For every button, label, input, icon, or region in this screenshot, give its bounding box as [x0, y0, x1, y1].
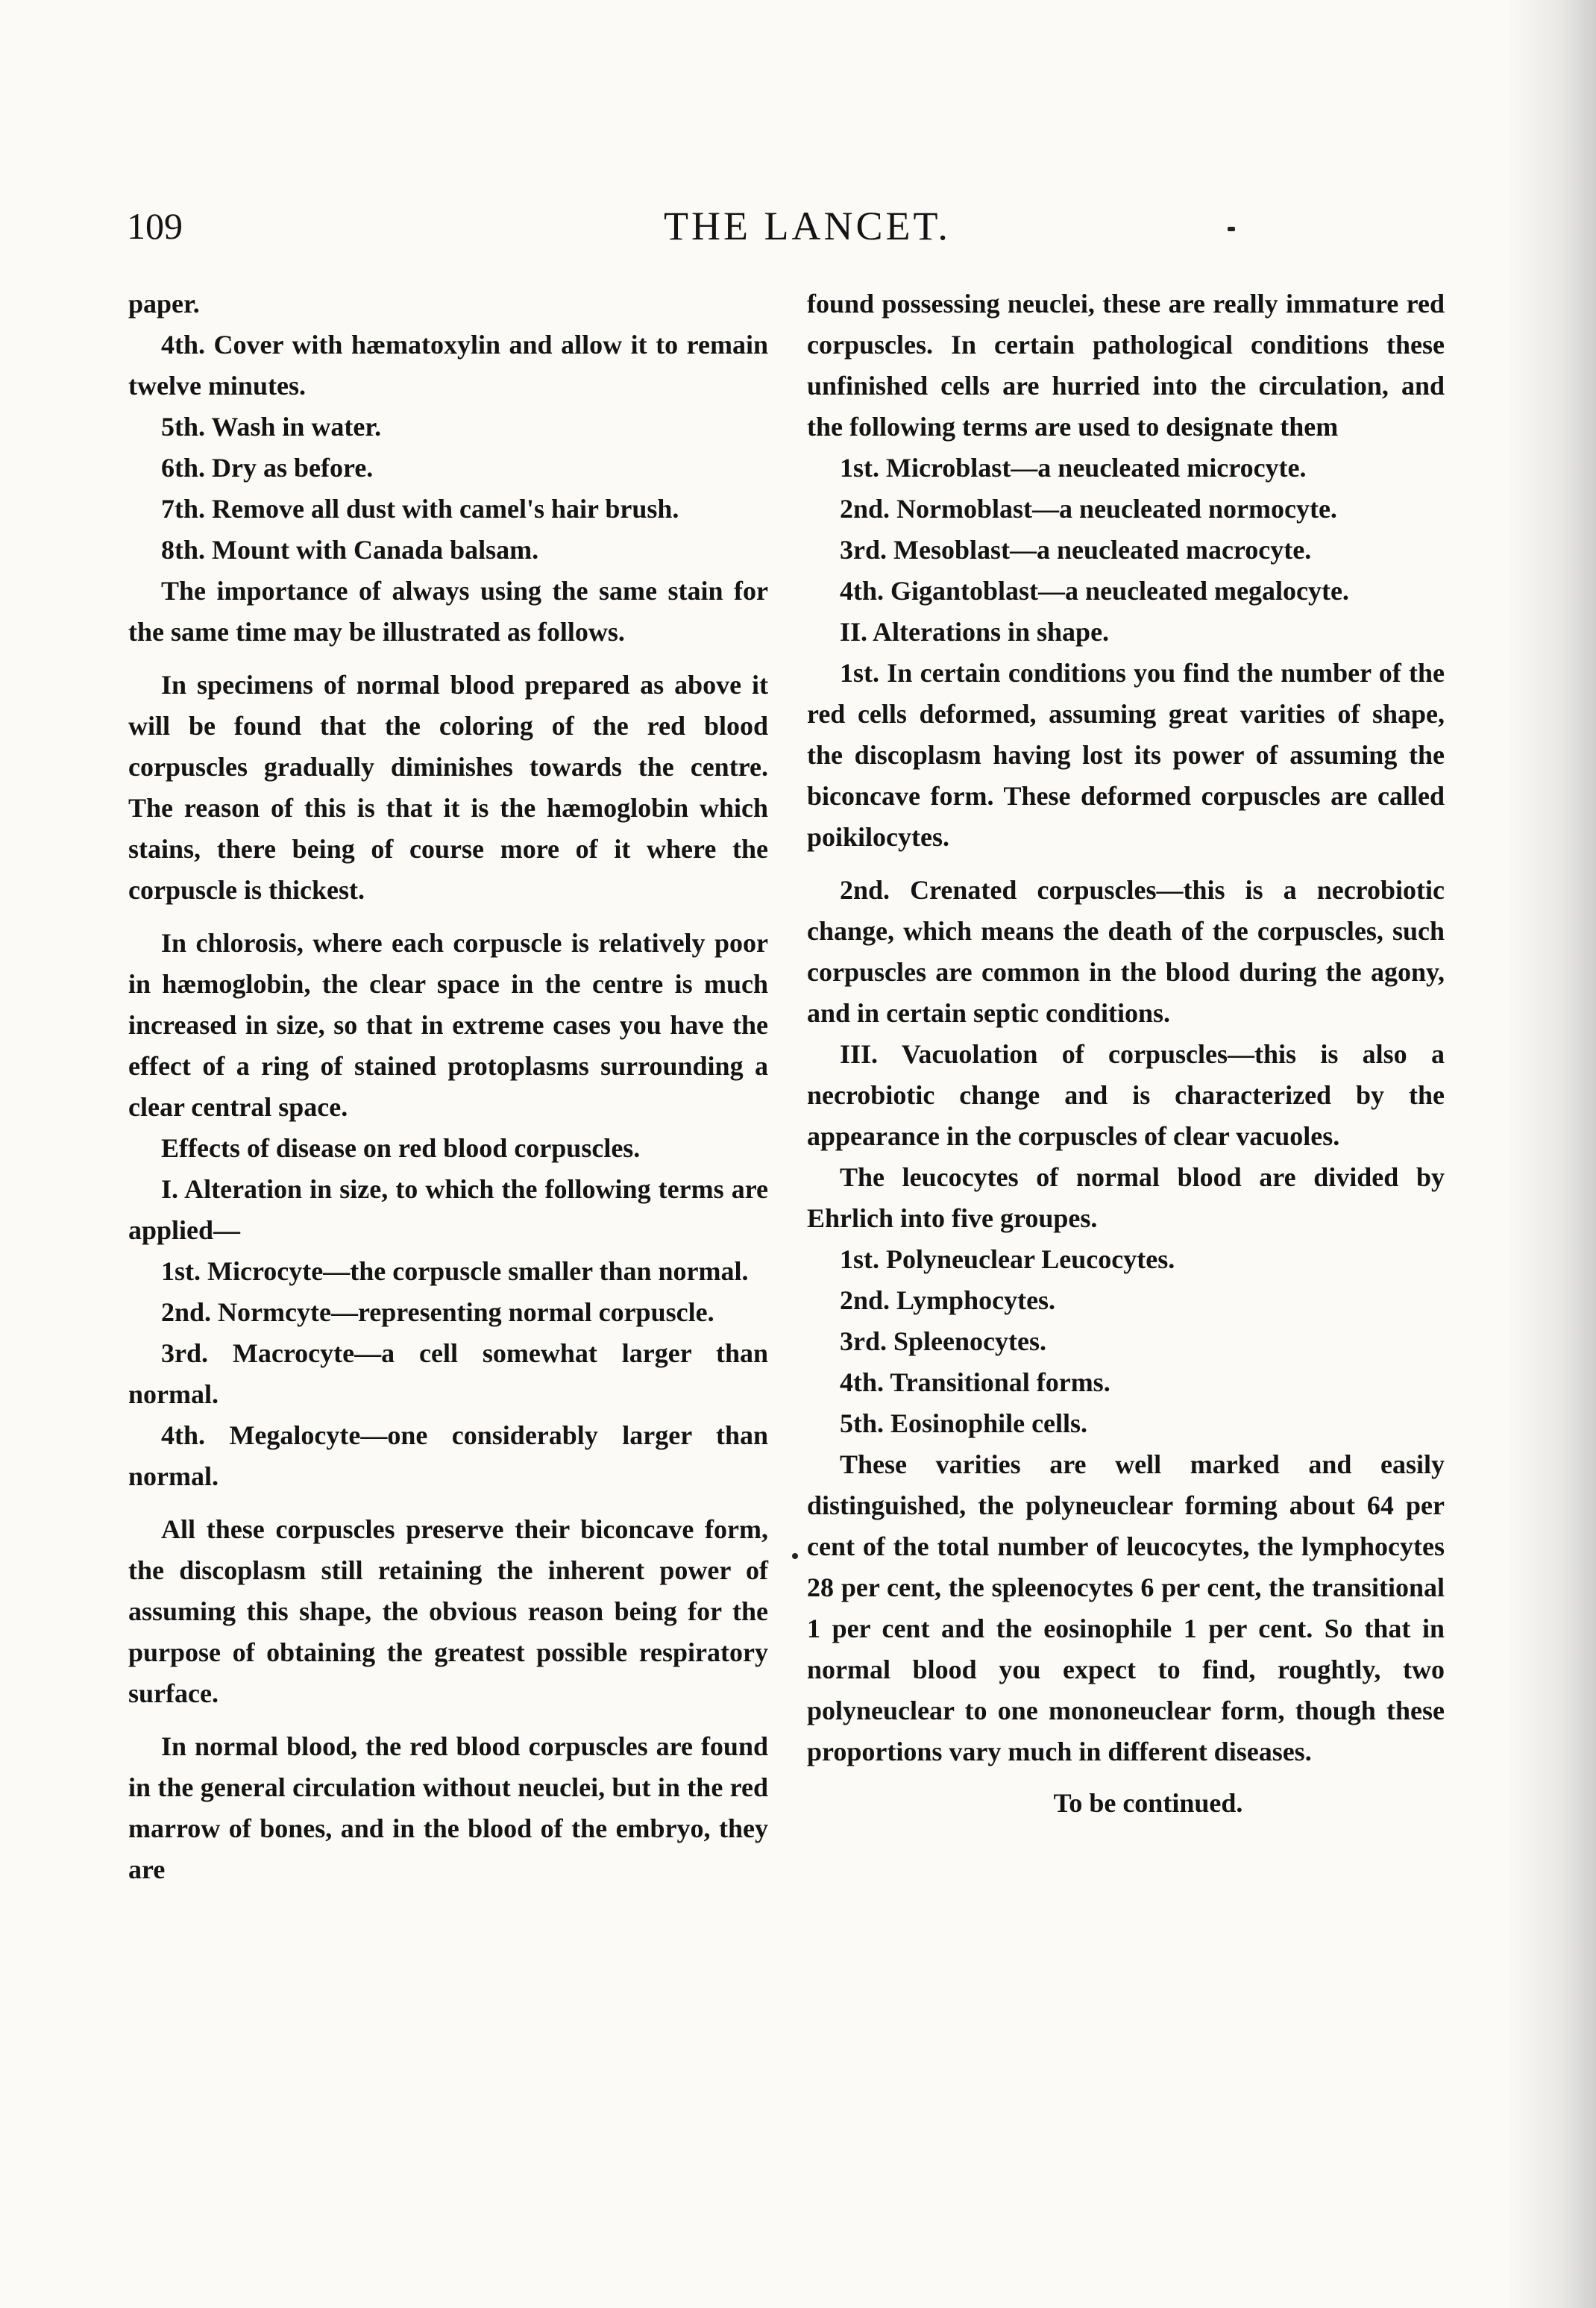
paragraph: 7th. Remove all dust with camel's hair brush.: [161, 494, 679, 524]
ink-speck: [1228, 227, 1235, 231]
page-edge-shadow: [1507, 0, 1596, 2308]
running-title: THE LANCET.: [664, 204, 951, 248]
paragraph: 1st. Polyneuclear Leucocytes.: [840, 1244, 1175, 1274]
paragraph: 1st. Microblast—a neucleated microcyte.: [840, 453, 1307, 483]
paragraph: 5th. Wash in water.: [161, 412, 382, 442]
paragraph: 5th. Eosinophile cells.: [840, 1408, 1088, 1438]
paragraph: found possessing neuclei, these are really immature red corpuscles. In certain pathological conditions these unfinished cells are hurried into the circulation, and the following terms are used to designate them: [807, 289, 1445, 442]
paragraph: The importance of always using the same stain for the same time may be illustrated as follows.: [128, 576, 768, 647]
paragraph: 1st. Microcyte—the corpuscle smaller than normal.: [161, 1256, 749, 1286]
paragraph: 4th. Cover with hæmatoxylin and allow it to remain twelve minutes.: [128, 330, 768, 401]
paragraph: II. Alterations in shape.: [840, 617, 1110, 647]
left-column: [128, 283, 768, 1890]
paragraph: 3rd. Macrocyte—a cell somewhat larger than normal.: [128, 1338, 768, 1409]
paragraph: 4th. Megalocyte—one considerably larger than normal.: [128, 1420, 768, 1491]
paragraph: In chlorosis, where each corpuscle is relatively poor in hæmoglobin, the clear space in the centre is much increased in size, so that in extreme cases you have the effect of a ring of stained protoplasms surrounding a clear central space.: [128, 928, 768, 1122]
paragraph: 3rd. Spleenocytes.: [840, 1326, 1046, 1356]
paragraph: 2nd. Normoblast—a neucleated normocyte.: [840, 494, 1337, 524]
page-number: 109: [127, 205, 183, 247]
to-be-continued-note: To be continued.: [1053, 1788, 1243, 1818]
paragraph: Effects of disease on red blood corpuscles.: [161, 1133, 641, 1163]
paragraph: 3rd. Mesoblast—a neucleated macrocyte.: [840, 535, 1312, 565]
ink-speck: [792, 1553, 798, 1559]
paragraph: All these corpuscles preserve their biconcave form, the discoplasm still retaining the inherent power of assuming this shape, the obvious reason being for the purpose of obtaining the greatest possible respiratory surface.: [128, 1514, 768, 1708]
paragraph: 2nd. Lymphocytes.: [840, 1285, 1056, 1315]
paragraph: 2nd. Normcyte—representing normal corpuscle.: [161, 1297, 714, 1327]
paragraph: 2nd. Crenated corpuscles—this is a necrobiotic change, which means the death of the corpuscles, such corpuscles are common in the blood during the agony, and in certain septic conditions.: [807, 875, 1445, 1028]
right-column: [807, 283, 1445, 1851]
paragraph: In normal blood, the red blood corpuscles are found in the general circulation without neuclei, but in the red marrow of bones, and in the blood of the embryo, they are: [128, 1731, 768, 1884]
paragraph: 1st. In certain conditions you find the number of the red cells deformed, assuming great varities of shape, the discoplasm having lost its power of assuming the biconcave form. These deformed corpuscles are called poikilocytes.: [807, 658, 1445, 852]
paragraph: 4th. Gigantoblast—a neucleated megalocyte.: [840, 576, 1349, 606]
paragraph: paper.: [128, 289, 200, 319]
paragraph: 8th. Mount with Canada balsam.: [161, 535, 539, 565]
paragraph: 6th. Dry as before.: [161, 453, 374, 483]
paragraph: III. Vacuolation of corpuscles—this is also a necrobiotic change and is characterized by the appearance in the corpuscles of clear vacuoles.: [807, 1039, 1445, 1151]
paragraph: 4th. Transitional forms.: [840, 1367, 1110, 1397]
paragraph: These varities are well marked and easily distinguished, the polyneuclear forming about 64 per cent of the total number of leucocytes, the lymphocytes 28 per cent, the spleenocytes 6 per cent, the transitional 1 per cent and the eosinophile 1 per cent. So that in normal blood you expect to find, roughtly, two polyneuclear to one mononeuclear form, though these proportions vary much in different diseases.: [807, 1449, 1445, 1766]
paragraph: In specimens of normal blood prepared as above it will be found that the coloring of the red blood corpuscles gradually diminishes towards the centre. The reason of this is that it is the hæmoglobin which stains, there being of course more of it where the corpuscle is thickest.: [128, 670, 768, 905]
paragraph: The leucocytes of normal blood are divided by Ehrlich into five groupes.: [807, 1162, 1445, 1233]
page-header: [127, 203, 1514, 263]
paragraph: I. Alteration in size, to which the following terms are applied—: [128, 1174, 768, 1245]
